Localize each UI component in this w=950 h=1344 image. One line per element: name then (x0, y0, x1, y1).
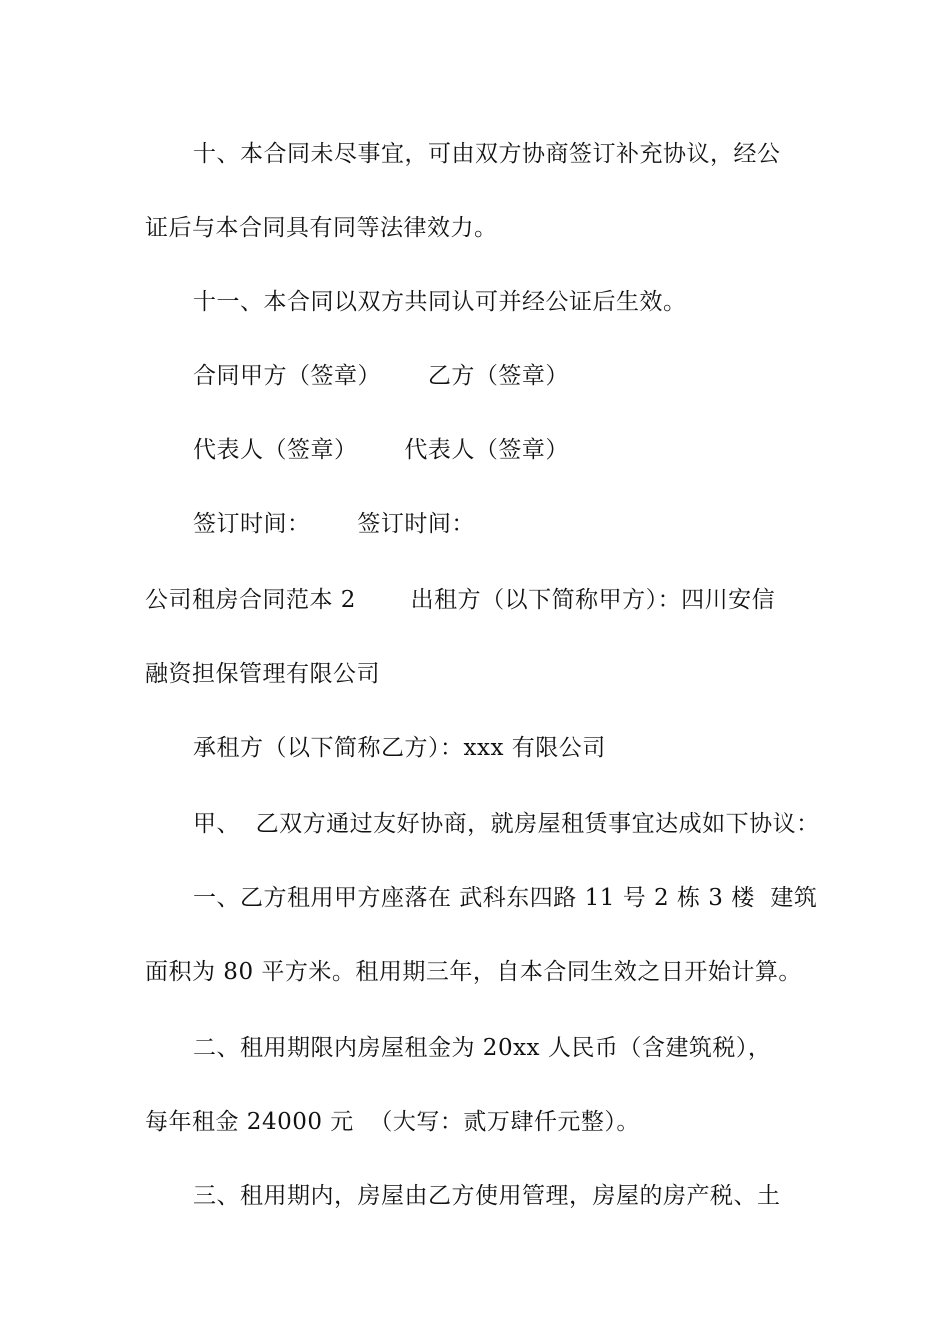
signature-line: 合同甲方（签章） 乙方（签章） (193, 363, 569, 389)
paragraph-line: 每年租金 24000 元 （大写：贰万肆仟元整）。 (145, 1109, 640, 1135)
signing-date-line: 签订时间： 签订时间： (193, 511, 475, 537)
paragraph-line: 甲、 乙双方通过友好协商，就房屋租赁事宜达成如下协议： (193, 811, 820, 837)
contract-title-line: 公司租房合同范本 2 出租方（以下简称甲方）：四川安信 (145, 587, 776, 613)
paragraph-line: 面积为 80 平方米。租用期三年，自本合同生效之日开始计算。 (145, 959, 802, 985)
paragraph-line: 十、本合同未尽事宜，可由双方协商签订补充协议，经公 (193, 141, 781, 167)
paragraph-line: 承租方（以下简称乙方）：xxx 有限公司 (193, 735, 606, 761)
signature-line: 代表人（签章） 代表人（签章） (193, 437, 569, 463)
paragraph-line: 三、租用期内，房屋由乙方使用管理，房屋的房产税、土 (193, 1183, 781, 1209)
paragraph-line: 二、租用期限内房屋租金为 20xx 人民币（含建筑税）， (193, 1035, 772, 1061)
paragraph-line: 一、乙方租用甲方座落在 武科东四路 11 号 2 栋 3 楼 建筑 (193, 885, 818, 911)
paragraph-line: 融资担保管理有限公司 (145, 661, 380, 687)
paragraph-line: 十一、本合同以双方共同认可并经公证后生效。 (193, 289, 687, 315)
paragraph-line: 证后与本合同具有同等法律效力。 (145, 215, 498, 241)
